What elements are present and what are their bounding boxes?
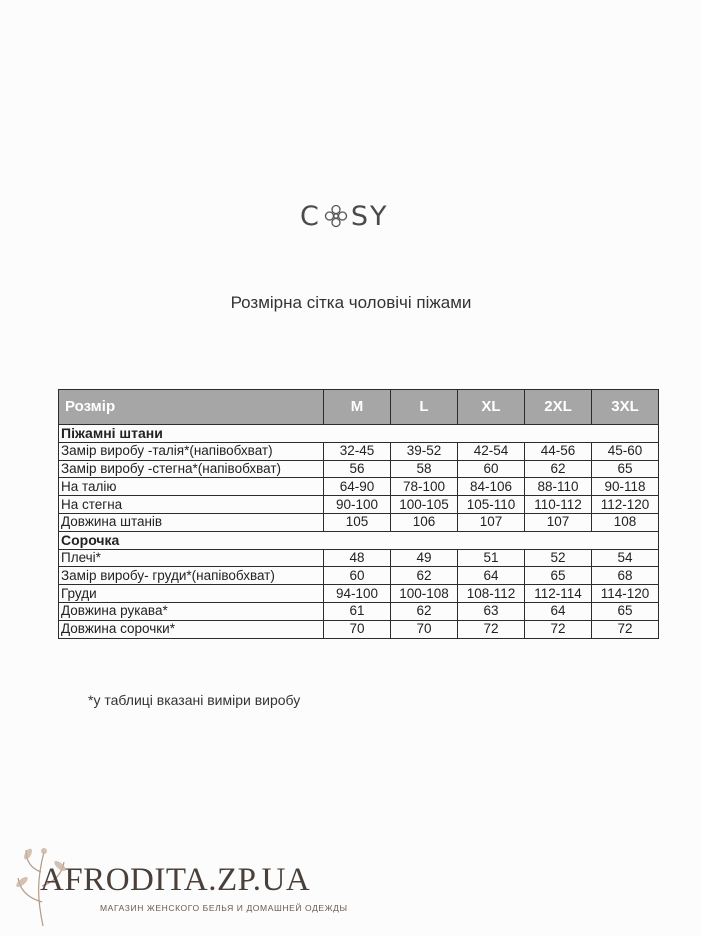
header-size-2xl: 2XL [525,390,592,425]
section-row [59,531,659,549]
size-table [58,389,659,639]
table-cell: 70 [391,620,458,638]
row-label: Довжина штанів [59,513,324,531]
table-cell: 72 [458,620,525,638]
cosy-logo [300,198,410,234]
table-cell: 64-90 [324,478,391,496]
table-cell: 107 [458,513,525,531]
row-label: Замір виробу -талія*(напівобхват) [59,442,324,460]
table-cell: 107 [525,513,592,531]
header-size-m: M [324,390,391,425]
watermark-brand: AFRODITA.ZP.UA [40,862,311,898]
table-cell: 105 [324,513,391,531]
table-cell: 51 [458,549,525,567]
table-row [59,567,659,585]
row-label: Плечі* [59,549,324,567]
watermark-subtitle: МАГАЗИН ЖЕНСКОГО БЕЛЬЯ И ДОМАШНЕЙ ОДЕЖДЫ [100,903,348,913]
table-cell: 90-118 [592,478,659,496]
table-cell: 110-112 [525,496,592,514]
header-size-label: Розмір [59,390,324,425]
table-body [59,425,659,639]
header-size-l: L [391,390,458,425]
header-size-xl: XL [458,390,525,425]
table-cell: 58 [391,460,458,478]
table-cell: 100-108 [391,585,458,603]
section-row [59,425,659,443]
table-cell: 88-110 [525,478,592,496]
table-row [59,602,659,620]
footnote: *у таблиці вказані виміри виробу [88,692,301,708]
flower-icon [323,203,349,229]
table-cell: 65 [525,567,592,585]
table-row [59,620,659,638]
logo-text-right: SY [350,200,389,232]
section-title: Сорочка [59,531,659,549]
table-cell: 105-110 [458,496,525,514]
table-row [59,496,659,514]
table-cell: 65 [592,460,659,478]
table-cell: 78-100 [391,478,458,496]
table-cell: 64 [458,567,525,585]
table-cell: 108 [592,513,659,531]
table-cell: 94-100 [324,585,391,603]
table-row [59,442,659,460]
row-label: Довжина рукава* [59,602,324,620]
table-cell: 52 [525,549,592,567]
header-size-3xl: 3XL [592,390,659,425]
table-cell: 72 [525,620,592,638]
table-header-row [59,390,659,425]
table-cell: 56 [324,460,391,478]
table-cell: 32-45 [324,442,391,460]
table-cell: 60 [458,460,525,478]
row-label: На стегна [59,496,324,514]
row-label: Замір виробу -стегна*(напівобхват) [59,460,324,478]
table-cell: 62 [391,567,458,585]
table-cell: 65 [592,602,659,620]
table-cell: 62 [525,460,592,478]
table-cell: 63 [458,602,525,620]
row-label: Груди [59,585,324,603]
table-cell: 48 [324,549,391,567]
row-label: Замір виробу- груди*(напівобхват) [59,567,324,585]
table-cell: 90-100 [324,496,391,514]
page-title: Розмірна сітка чоловічі піжами [230,293,472,312]
table-cell: 72 [592,620,659,638]
table-cell: 44-56 [525,442,592,460]
table-cell: 61 [324,602,391,620]
table-row [59,585,659,603]
table-cell: 42-54 [458,442,525,460]
table-cell: 70 [324,620,391,638]
table-cell: 100-105 [391,496,458,514]
table-cell: 114-120 [592,585,659,603]
table-row [59,549,659,567]
table-cell: 84-106 [458,478,525,496]
logo-text-left: C [300,200,321,232]
table-cell: 54 [592,549,659,567]
table-cell: 112-114 [525,585,592,603]
table-cell: 112-120 [592,496,659,514]
table-cell: 64 [525,602,592,620]
row-label: На талію [59,478,324,496]
table-cell: 106 [391,513,458,531]
table-cell: 62 [391,602,458,620]
table-cell: 49 [391,549,458,567]
section-title: Піжамні штани [59,425,659,443]
table-cell: 39-52 [391,442,458,460]
table-row [59,478,659,496]
row-label: Довжина сорочки* [59,620,324,638]
table-cell: 108-112 [458,585,525,603]
table-cell: 60 [324,567,391,585]
table-cell: 68 [592,567,659,585]
table-row [59,460,659,478]
table-row [59,513,659,531]
table-cell: 45-60 [592,442,659,460]
